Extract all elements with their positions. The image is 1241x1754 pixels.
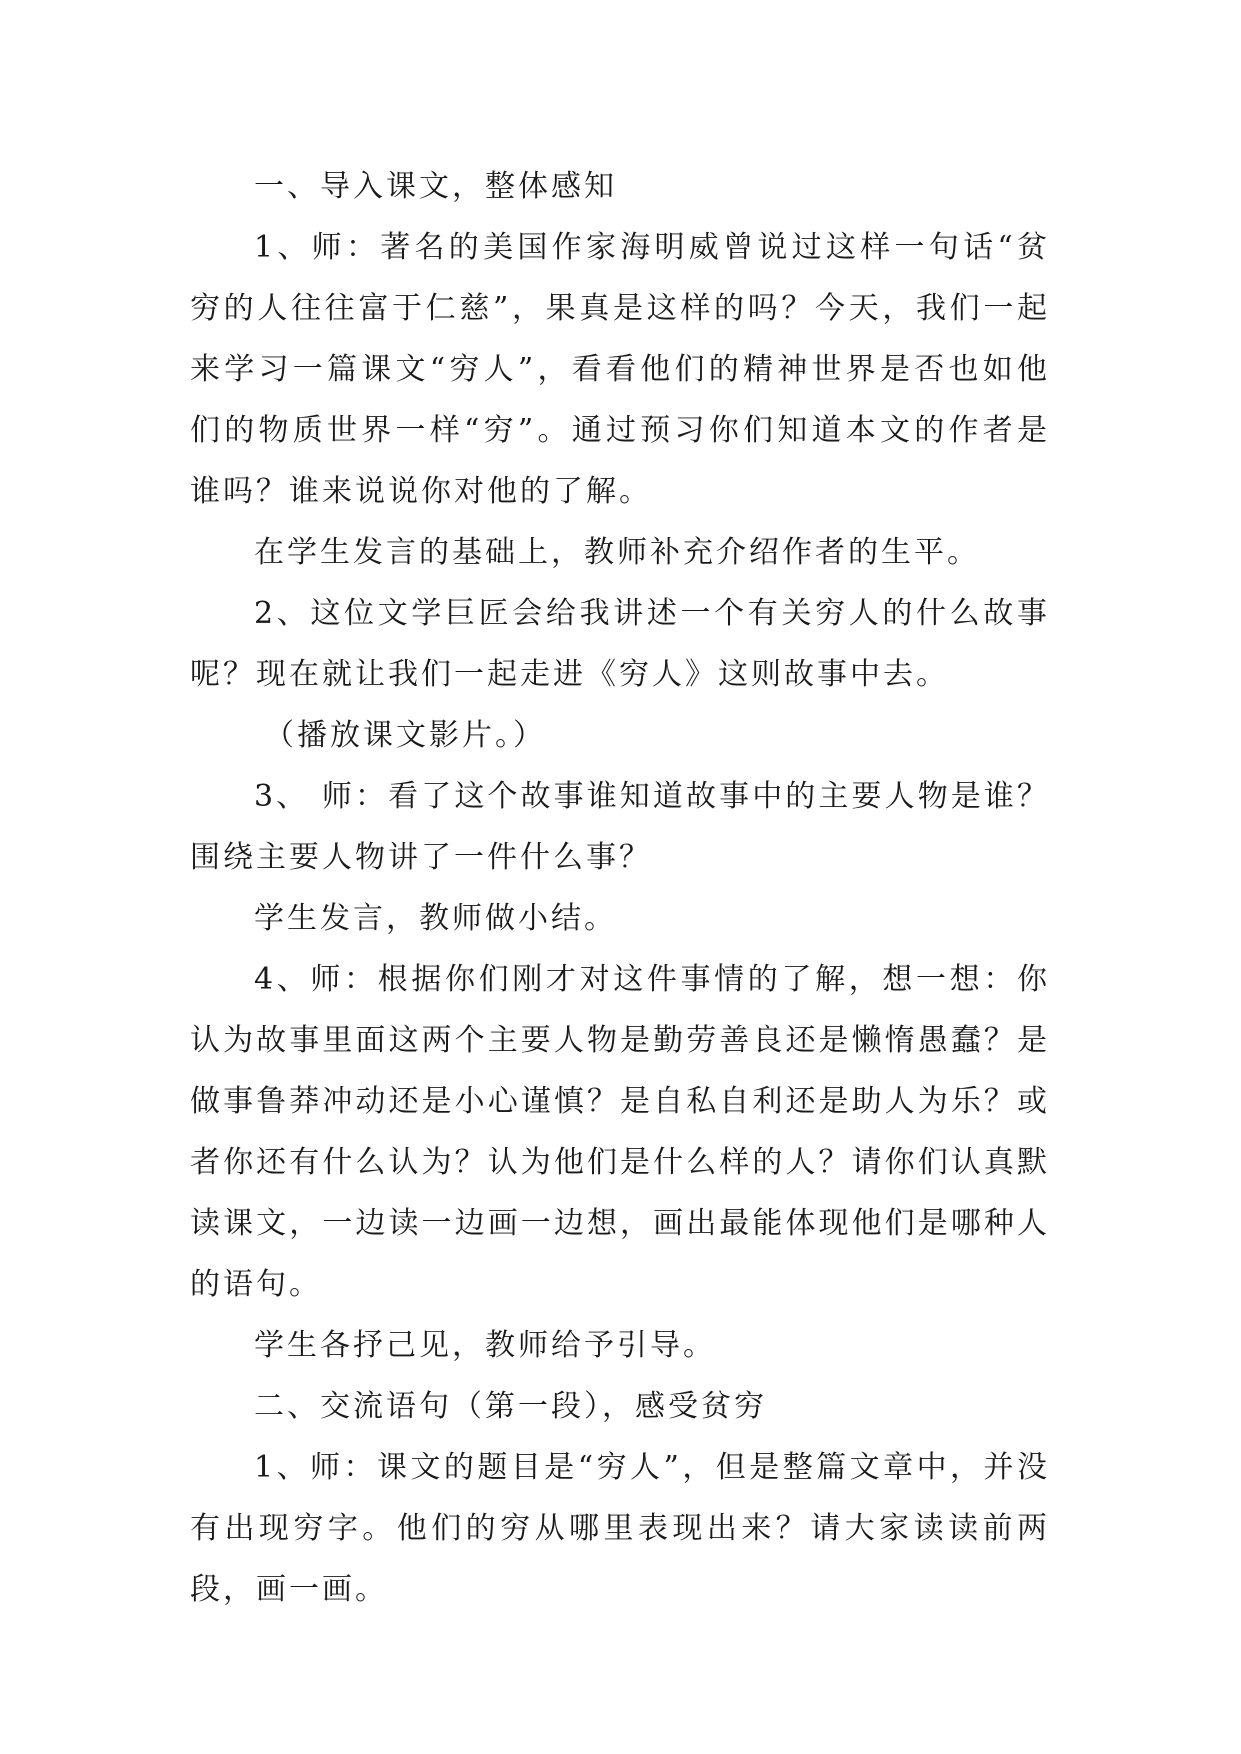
paragraph: 学生发言，教师做小结。 <box>254 901 617 936</box>
section-heading-2: 二、交流语句（第一段），感受贫穷 <box>254 1389 767 1424</box>
section-heading-1: 一、导入课文，整体感知 <box>254 169 617 204</box>
paragraph: 1、师：课文的题目是“穷人”，但是整篇文章中，并没有出现穷字。他们的穷从哪里表现出来？请大家读读前两段，画一画。 <box>190 1450 1050 1607</box>
paragraph: 4、师：根据你们刚才对这件事情的了解，想一想：你认为故事里面这两个主要人物是勤劳善良还是懒惰愚蠢？是做事鲁莽冲动还是小心谨慎？是自私自利还是助人为乐？或者你还有什么认为？认为他们是什么样的人？请你们认真默读课文，一边读一边画一边想，画出最能体现他们是哪种人的语句。 <box>190 962 1050 1302</box>
paragraph: 在学生发言的基础上，教师补充介绍作者的生平。 <box>254 535 980 570</box>
paragraph: 3、 师：看了这个故事谁知道故事中的主要人物是谁？围绕主要人物讲了一件什么事？ <box>190 779 1050 875</box>
paragraph: （播放课文影片。） <box>264 718 546 753</box>
paragraph: 2、这位文学巨匠会给我讲述一个有关穷人的什么故事呢？现在就让我们一起走进《穷人》这则故事中去。 <box>190 596 1050 692</box>
document-body <box>190 156 1050 1620</box>
paragraph: 学生各抒己见，教师给予引导。 <box>254 1328 716 1363</box>
paragraph: 1、师：著名的美国作家海明威曾说过这样一句话“贫穷的人往往富于仁慈”，果真是这样的吗？今天，我们一起来学习一篇课文“穷人”，看看他们的精神世界是否也如他们的物质世界一样“穷”。通过预习你们知道本文的作者是谁吗？谁来说说你对他的了解。 <box>190 230 1050 509</box>
